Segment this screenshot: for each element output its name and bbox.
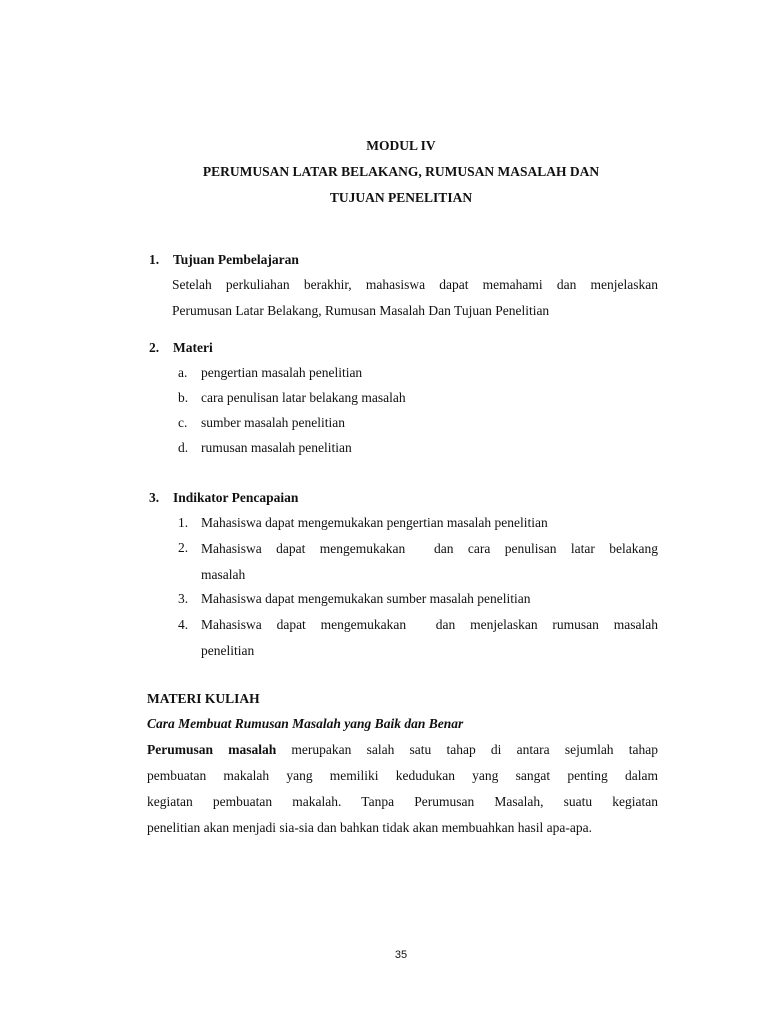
- paragraph-line-1: Perumusan masalah merupakan salah satu tahap di antara sejumlah tahap: [147, 742, 658, 757]
- section-1-line-1: Setelah perkuliahan berakhir, mahasiswa dapat memahami dan menjelaskan: [172, 277, 658, 292]
- section-3-title: Indikator Pencapaian: [173, 490, 299, 505]
- paragraph-line-3: kegiatan pembuatan makalah. Tanpa Perumusan Masalah, suatu kegiatan: [147, 794, 658, 809]
- section-1-line-2: Perumusan Latar Belakang, Rumusan Masalah Dan Tujuan Penelitian: [172, 302, 550, 318]
- materi-paragraph: [147, 737, 658, 841]
- document-page: MODUL IV PERUMUSAN LATAR BELAKANG, RUMUSAN MASALAH DAN TUJUAN PENELITIAN 1. Tujuan Pembelajaran Setelah perkuliahan berakhir, mahasiswa dapat memahami dan menjelaskan Perumusan Latar Belakang, Rumusan Masalah Dan Tujuan Penelitian 2. Materi a. pengertian masalah penelitian b. cara penulisan latar belakang masalah c. sumber masalah penelitian d. rumusan masalah penelitian 3. Indikator Pencapaian 1. Mahasiswa dapat mengemukakan pengertian masalah penelitian 2. Mahasiswa dapat mengemukakan dan cara penulisan latar belakang masalah 3. Mahasiswa dapat mengemukakan sumber masalah penelitian 4. Mahasiswa dapat mengemukakan dan menjelaskan rumusan masalah penelitian MATERI KULIAH Cara Membuat Rumusan Masalah yang Baik dan Benar Perumusan masalah merupakan salah satu tahap di antara sejumlah tahap pembuatan makalah yang memiliki kedudukan yang sangat penting dalam kegiatan pembuatan makalah. Tanpa Perumusan Masalah, suatu kegiatan penelitian akan menjadi sia-sia dan bahkan tidak akan membuahkan hasil apa-apa. 35: [0, 0, 768, 1024]
- materi-item-b: b. cara penulisan latar belakang masalah: [178, 390, 406, 405]
- section-3-number: 3.: [149, 490, 160, 505]
- indikator-item-4: Mahasiswa dapat mengemukakan dan menjelaskan rumusan masalah penelitian: [201, 617, 658, 658]
- indikator-item-3: 3. Mahasiswa dapat mengemukakan sumber masalah penelitian: [178, 591, 531, 606]
- section-2-title: Materi: [173, 340, 213, 355]
- paragraph-line-2: pembuatan makalah yang memiliki kedudukan yang sangat penting dalam: [147, 768, 658, 783]
- section-3-heading: [149, 490, 298, 506]
- materi-kuliah-heading: MATERI KULIAH: [147, 691, 260, 706]
- paragraph-line-4: penelitian akan menjadi sia-sia dan bahkan tidak akan membuahkan hasil apa-apa.: [147, 820, 592, 835]
- section-2-heading: [149, 340, 213, 356]
- materi-item-d: d. rumusan masalah penelitian: [178, 440, 352, 455]
- indikator-item-2: Mahasiswa dapat mengemukakan dan cara penulisan latar belakang masalah: [201, 541, 658, 582]
- section-1-title: Tujuan Pembelajaran: [173, 252, 299, 267]
- section-1-number: 1.: [149, 252, 160, 267]
- materi-item-a: a. pengertian masalah penelitian: [178, 365, 363, 380]
- paragraph-lead: Perumusan masalah: [147, 742, 277, 757]
- section-1-body: [172, 272, 658, 323]
- section-1-heading: [149, 252, 299, 268]
- indikator-item-1: 1. Mahasiswa dapat mengemukakan pengertian masalah penelitian: [178, 515, 548, 530]
- section-2-number: 2.: [149, 340, 160, 355]
- materi-item-c: c. sumber masalah penelitian: [178, 415, 345, 430]
- title-line-1: PERUMUSAN LATAR BELAKANG, RUMUSAN MASALAH DAN: [202, 164, 600, 179]
- page-number: 35: [394, 949, 408, 961]
- modul-label: MODUL IV: [366, 138, 436, 153]
- title-line-2: TUJUAN PENELITIAN: [329, 190, 473, 205]
- materi-subheading: Cara Membuat Rumusan Masalah yang Baik dan Benar: [147, 716, 464, 731]
